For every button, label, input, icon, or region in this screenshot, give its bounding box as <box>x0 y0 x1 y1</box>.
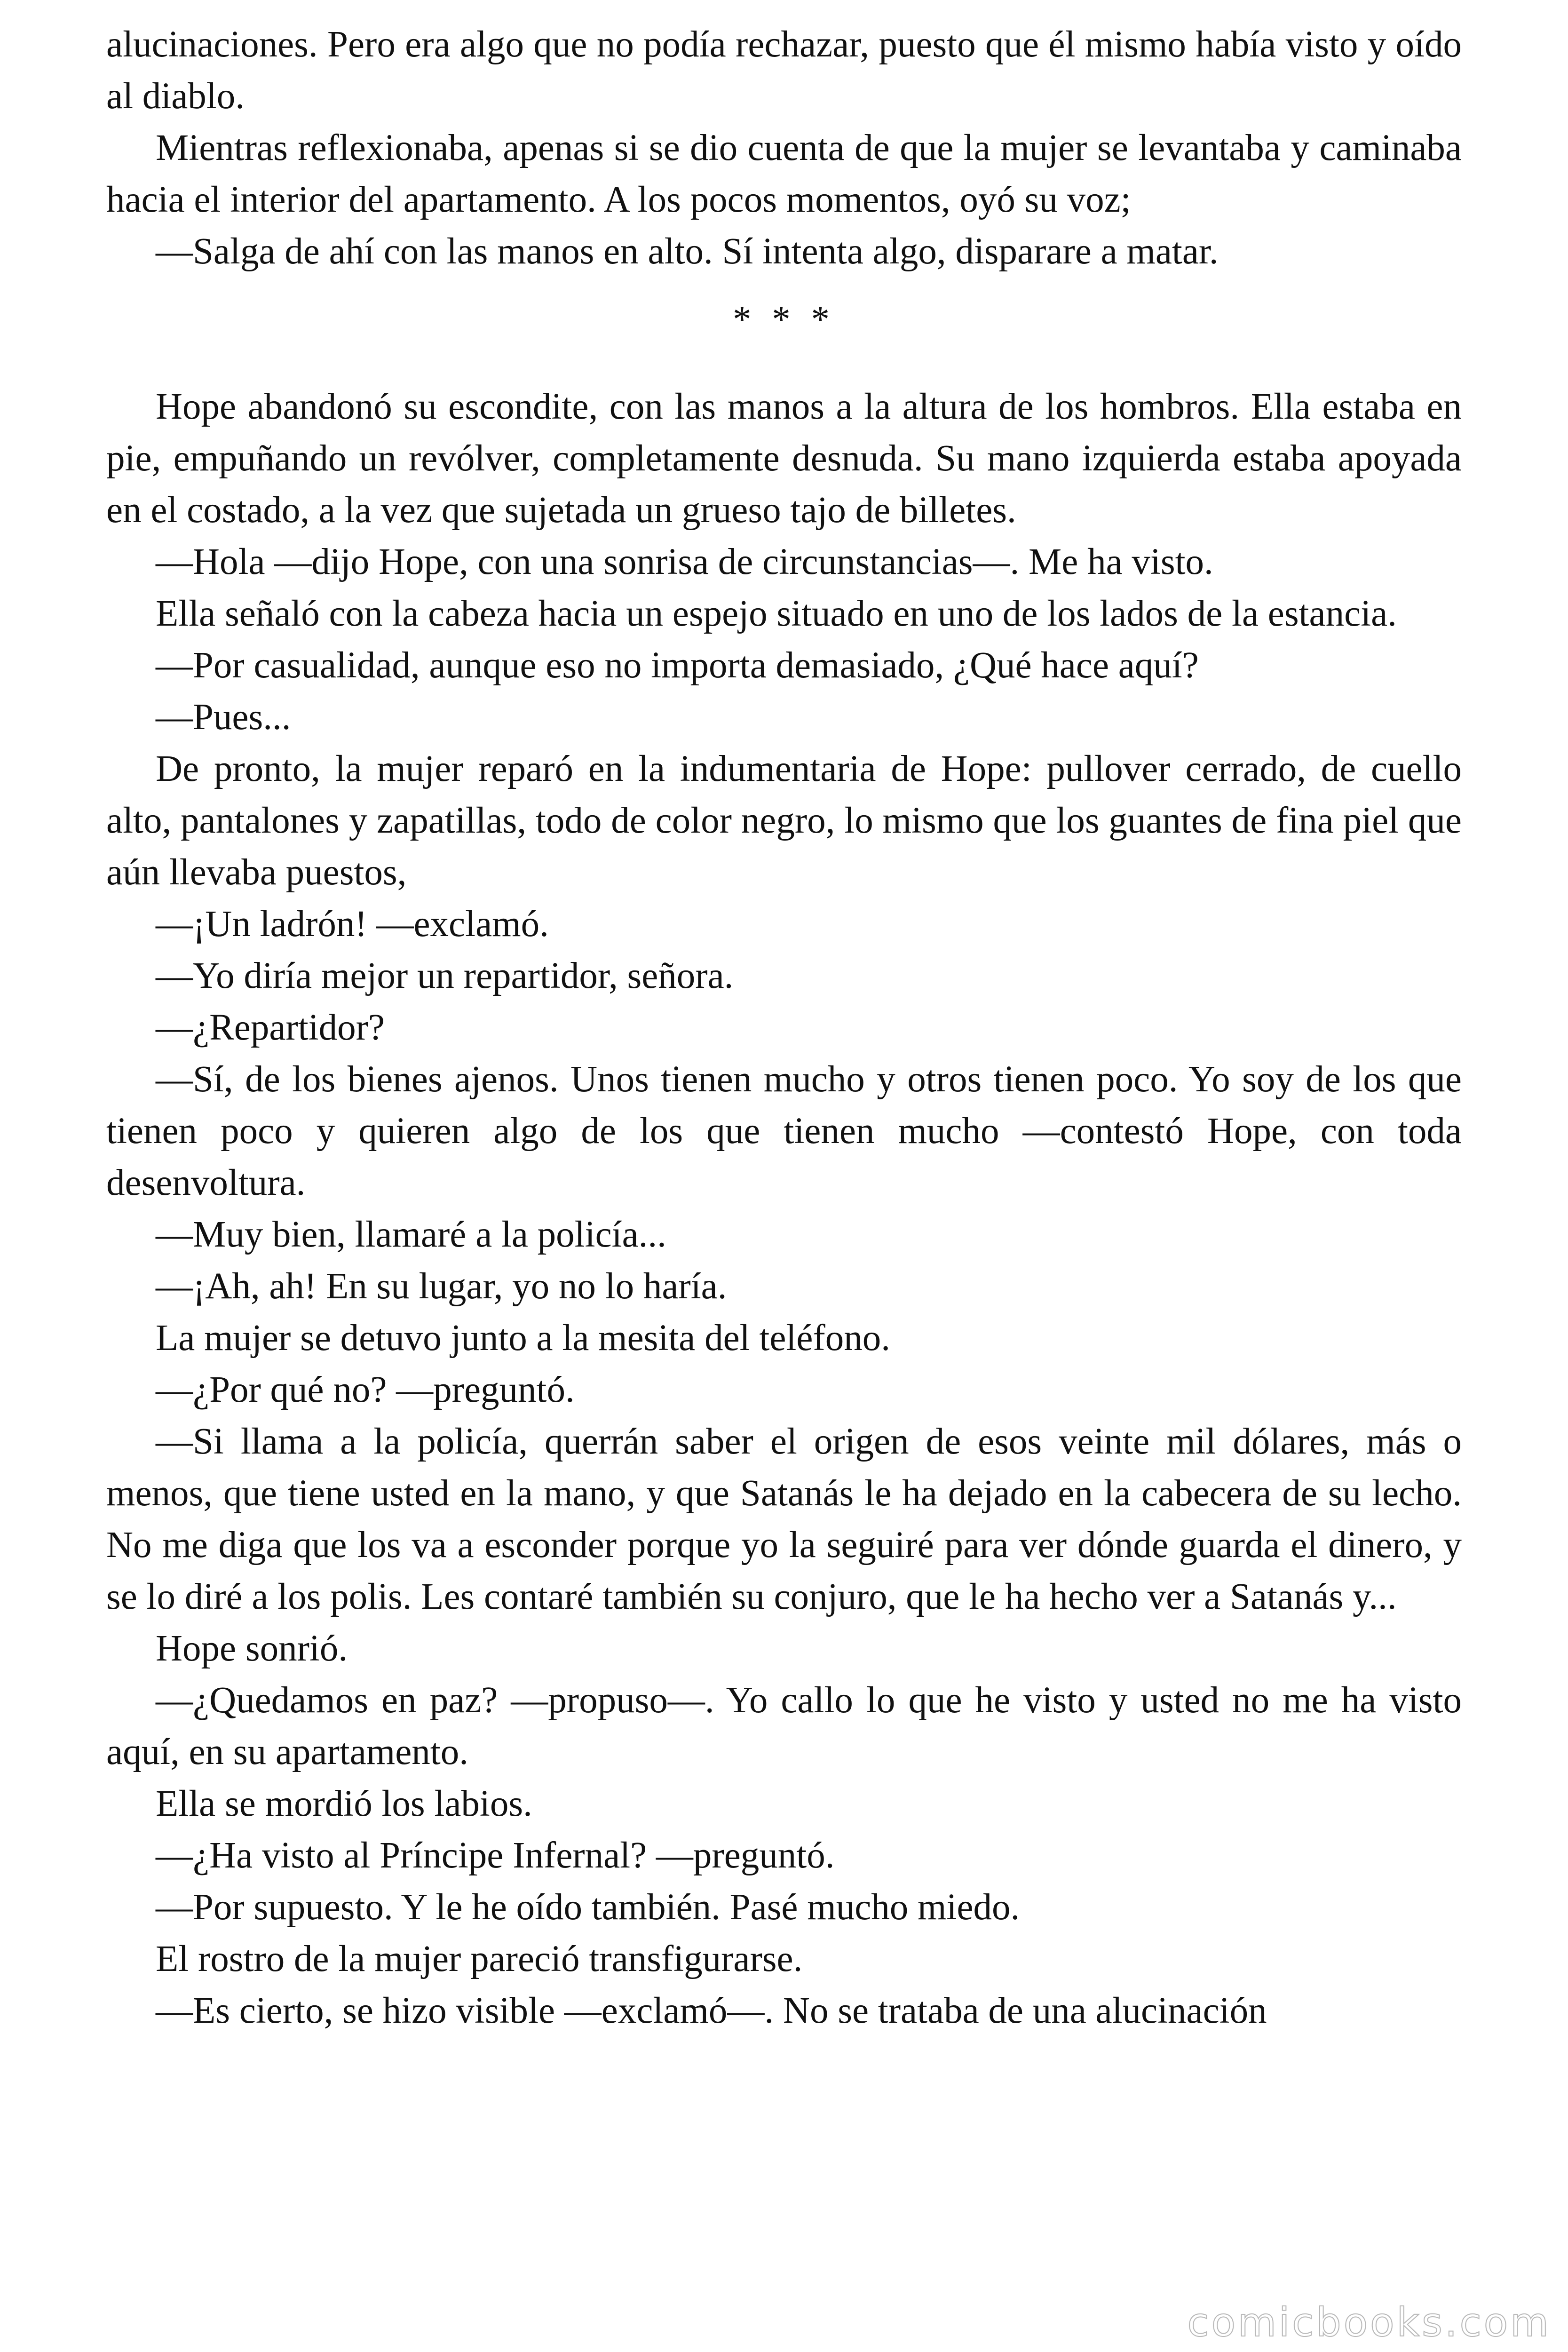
paragraph: Ella señaló con la cabeza hacia un espejo situado en uno de los lados de la estancia. <box>156 593 1397 634</box>
paragraph: —Muy bien, llamaré a la policía... <box>156 1214 666 1255</box>
paragraph: De pronto, la mujer reparó en la indumentaria de Hope: pullover cerrado, de cuello alto, pantalones y zapatillas, todo de color negro, lo mismo que los guantes de fina piel que aún llevaba puestos, <box>106 748 1462 893</box>
section-separator: * * * <box>733 299 835 340</box>
paragraph: —Sí, de los bienes ajenos. Unos tienen mucho y otros tienen poco. Yo soy de los que tienen poco y quieren algo de los que tienen mucho —contestó Hope, con toda desenvoltura. <box>106 1059 1462 1203</box>
paragraph: —¿Por qué no? —preguntó. <box>156 1369 575 1410</box>
paragraph: —¡Un ladrón! —exclamó. <box>156 904 549 945</box>
paragraph: alucinaciones. Pero era algo que no podía rechazar, puesto que él mismo había visto y oído al diablo. <box>106 24 1462 117</box>
watermark: comicbooks.com <box>1187 2299 1551 2345</box>
paragraph: La mujer se detuvo junto a la mesita del teléfono. <box>156 1318 890 1359</box>
paragraph: El rostro de la mujer pareció transfigurarse. <box>156 1939 803 1979</box>
book-page <box>106 19 1462 2037</box>
paragraph: —Por casualidad, aunque eso no importa demasiado, ¿Qué hace aquí? <box>156 645 1199 686</box>
paragraph: —¿Quedamos en paz? —propuso—. Yo callo lo que he visto y usted no me ha visto aquí, en su apartamento. <box>106 1680 1462 1772</box>
paragraph: —Es cierto, se hizo visible —exclamó—. No se trataba de una alucinación <box>156 1990 1267 2031</box>
paragraph: —Si llama a la policía, querrán saber el origen de esos veinte mil dólares, más o menos, que tiene usted en la mano, y que Satanás le ha dejado en la cabecera de su lecho. No me diga que los va a esconder porque yo la seguiré para ver dónde guarda el dinero, y se lo diré a los polis. Les contaré también su conjuro, que le ha hecho ver a Satanás y... <box>106 1421 1462 1617</box>
paragraph: —Pues... <box>156 697 291 738</box>
paragraph: Mientras reflexionaba, apenas si se dio cuenta de que la mujer se levantaba y caminaba hacia el interior del apartamento. A los pocos momentos, oyó su voz; <box>106 127 1462 220</box>
paragraph: Ella se mordió los labios. <box>156 1783 532 1824</box>
paragraph: —Por supuesto. Y le he oído también. Pasé mucho miedo. <box>156 1887 1020 1928</box>
paragraph: —¿Repartidor? <box>156 1007 385 1048</box>
paragraph: Hope abandonó su escondite, con las manos a la altura de los hombros. Ella estaba en pie, empuñando un revólver, completamente desnuda. Su mano izquierda estaba apoyada en el costado, a la vez que sujetada un grueso tajo de billetes. <box>106 386 1462 531</box>
paragraph: Hope sonrió. <box>156 1628 348 1669</box>
paragraph: —¡Ah, ah! En su lugar, yo no lo haría. <box>156 1266 727 1307</box>
paragraph: —¿Ha visto al Príncipe Infernal? —preguntó. <box>156 1835 835 1876</box>
paragraph: —Hola —dijo Hope, con una sonrisa de circunstancias—. Me ha visto. <box>156 541 1213 582</box>
paragraph: —Salga de ahí con las manos en alto. Sí intenta algo, disparare a matar. <box>156 231 1219 272</box>
paragraph: —Yo diría mejor un repartidor, señora. <box>156 955 734 996</box>
